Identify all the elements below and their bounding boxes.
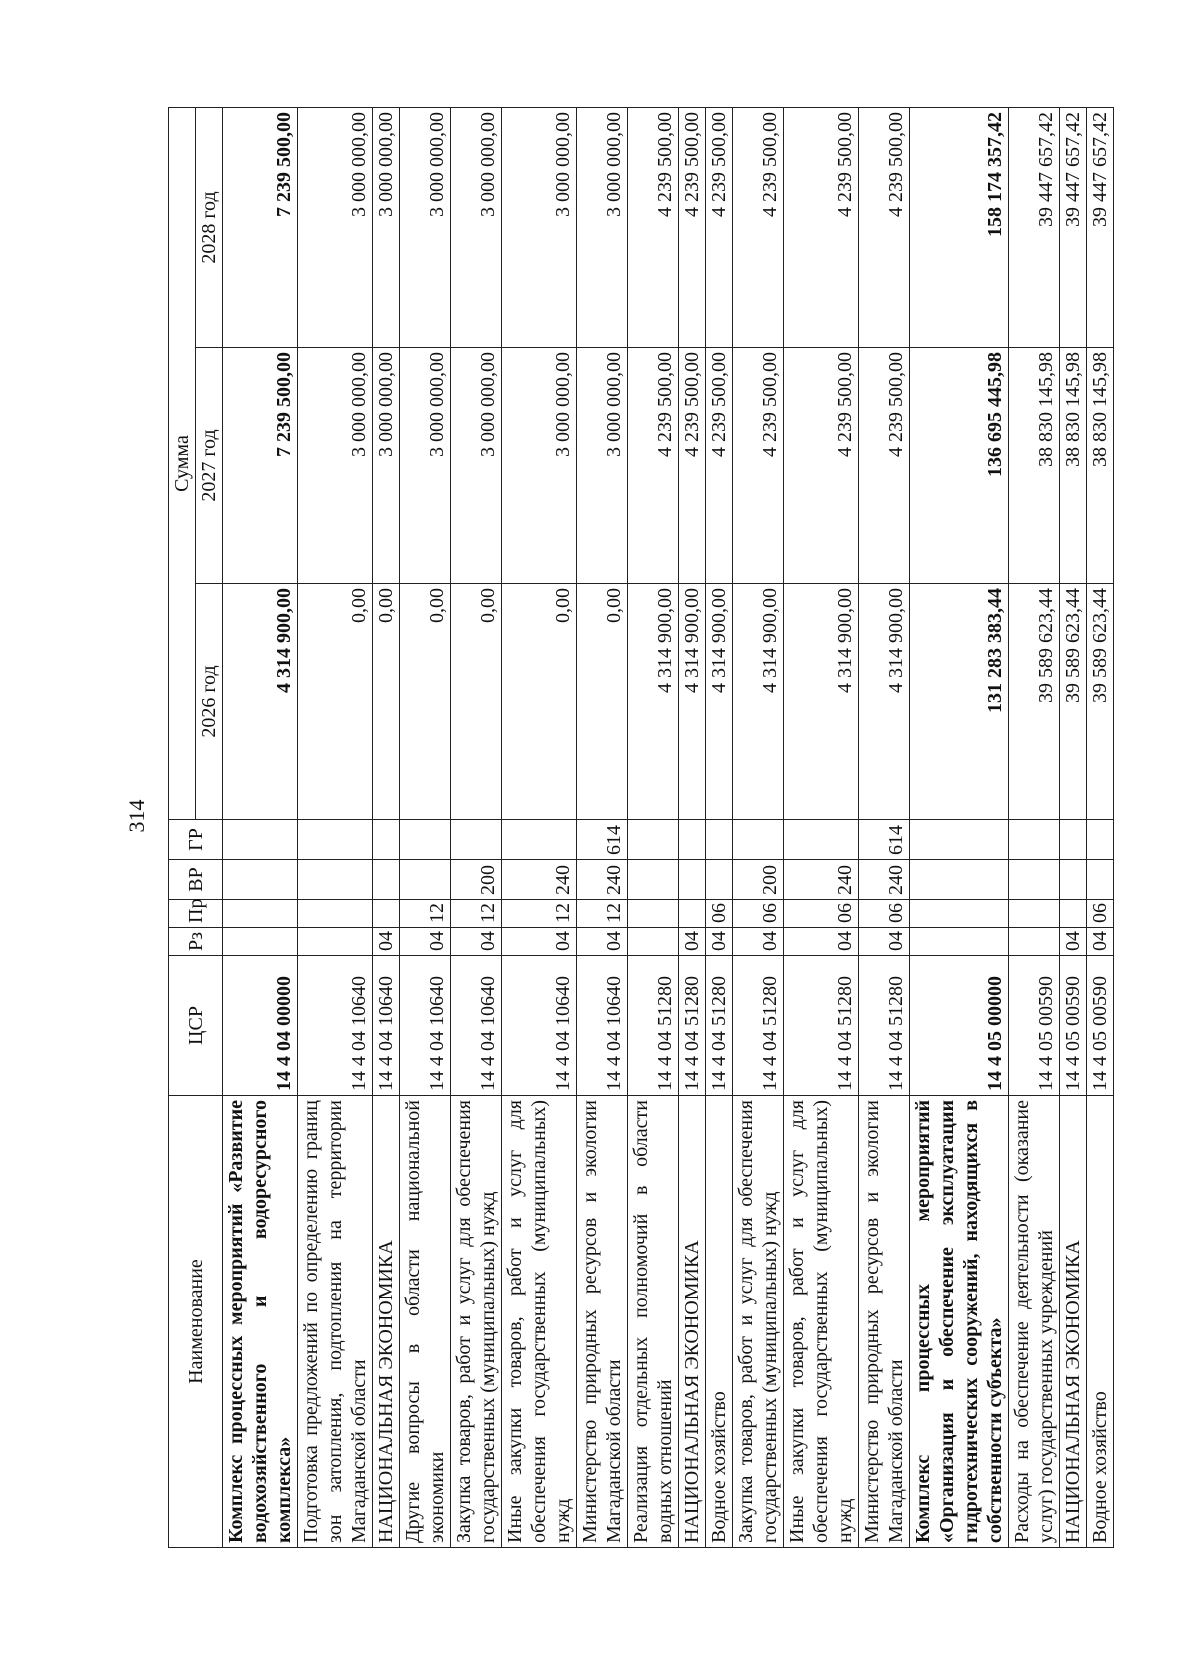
cell-vr: 240 — [784, 860, 859, 900]
cell-y2027: 7 239 500,00 — [223, 348, 298, 584]
table-row — [679, 107, 706, 1547]
cell-y2027: 4 239 500,00 — [706, 348, 733, 584]
header-2026: 2026 год — [196, 584, 223, 820]
table-row — [1060, 107, 1087, 1547]
cell-pr — [910, 900, 1009, 928]
cell-csr: 14 4 04 51280 — [859, 956, 910, 1096]
cell-y2027: 38 830 145,98 — [1087, 348, 1114, 584]
table-row — [223, 107, 298, 1547]
header-2028: 2028 год — [196, 107, 223, 347]
cell-rz: 04 — [784, 928, 859, 956]
cell-name: Реализация отдельных полномочий в области водных отношений — [628, 1096, 679, 1548]
cell-rz: 04 — [1087, 928, 1114, 956]
cell-csr: 14 4 05 00590 — [1087, 956, 1114, 1096]
cell-rz: 04 — [451, 928, 502, 956]
cell-pr: 06 — [1087, 900, 1114, 928]
cell-gr — [1060, 820, 1087, 860]
cell-rz: 04 — [706, 928, 733, 956]
header-2027: 2027 год — [196, 348, 223, 584]
cell-pr: 06 — [859, 900, 910, 928]
table-row — [502, 107, 577, 1547]
cell-y2027: 38 830 145,98 — [1009, 348, 1060, 584]
table-row — [733, 107, 784, 1547]
cell-pr: 06 — [733, 900, 784, 928]
cell-y2027: 4 239 500,00 — [628, 348, 679, 584]
header-pr: Пр — [169, 900, 223, 928]
cell-name: НАЦИОНАЛЬНАЯ ЭКОНОМИКА — [373, 1096, 400, 1548]
cell-y2027: 3 000 000,00 — [451, 348, 502, 584]
cell-gr — [910, 820, 1009, 860]
cell-rz: 04 — [400, 928, 451, 956]
cell-pr: 12 — [502, 900, 577, 928]
cell-gr: 614 — [577, 820, 628, 860]
cell-y2026: 4 314 900,00 — [223, 584, 298, 820]
cell-gr — [628, 820, 679, 860]
cell-vr: 240 — [577, 860, 628, 900]
header-name: Наименование — [169, 1096, 223, 1548]
cell-y2028: 3 000 000,00 — [502, 107, 577, 347]
cell-rz: 04 — [577, 928, 628, 956]
cell-y2028: 3 000 000,00 — [298, 107, 373, 347]
cell-y2028: 3 000 000,00 — [451, 107, 502, 347]
cell-name: Иные закупки товаров, работ и услуг для обеспечения государственных (муниципальных) нужд — [502, 1096, 577, 1548]
cell-y2027: 38 830 145,98 — [1060, 348, 1087, 584]
cell-y2027: 136 695 445,98 — [910, 348, 1009, 584]
cell-name: Подготовка предложений по определению границ зон затопления, подтопления на территории Магаданской области — [298, 1096, 373, 1548]
cell-pr: 12 — [400, 900, 451, 928]
cell-name: Водное хозяйство — [706, 1096, 733, 1548]
cell-vr — [910, 860, 1009, 900]
cell-y2026: 4 314 900,00 — [784, 584, 859, 820]
cell-y2028: 7 239 500,00 — [223, 107, 298, 347]
cell-rz: 04 — [502, 928, 577, 956]
cell-gr — [1009, 820, 1060, 860]
cell-name: Закупка товаров, работ и услуг для обеспечения государственных (муниципальных) нужд — [451, 1096, 502, 1548]
table-row — [859, 107, 910, 1547]
cell-pr — [679, 900, 706, 928]
cell-csr: 14 4 04 51280 — [628, 956, 679, 1096]
cell-rz — [1009, 928, 1060, 956]
cell-y2026: 0,00 — [400, 584, 451, 820]
cell-y2028: 158 174 357,42 — [910, 107, 1009, 347]
cell-rz: 04 — [733, 928, 784, 956]
cell-vr — [1087, 860, 1114, 900]
cell-vr: 240 — [859, 860, 910, 900]
cell-pr: 06 — [784, 900, 859, 928]
cell-y2027: 4 239 500,00 — [733, 348, 784, 584]
cell-gr — [298, 820, 373, 860]
cell-csr: 14 4 04 10640 — [373, 956, 400, 1096]
header-gr: ГР — [169, 820, 223, 860]
cell-pr: 12 — [577, 900, 628, 928]
cell-csr: 14 4 04 10640 — [502, 956, 577, 1096]
cell-y2027: 4 239 500,00 — [679, 348, 706, 584]
table-row — [628, 107, 679, 1547]
cell-gr — [679, 820, 706, 860]
cell-pr: 06 — [706, 900, 733, 928]
cell-y2027: 4 239 500,00 — [859, 348, 910, 584]
cell-y2026: 0,00 — [577, 584, 628, 820]
cell-y2026: 4 314 900,00 — [706, 584, 733, 820]
table-row — [373, 107, 400, 1547]
cell-y2026: 39 589 623,44 — [1060, 584, 1087, 820]
cell-y2028: 3 000 000,00 — [400, 107, 451, 347]
cell-y2027: 4 239 500,00 — [784, 348, 859, 584]
table-row — [1087, 107, 1114, 1547]
header-rz: Рз — [169, 928, 223, 956]
cell-y2026: 131 283 383,44 — [910, 584, 1009, 820]
cell-y2028: 39 447 657,42 — [1060, 107, 1087, 347]
cell-csr: 14 4 04 10640 — [577, 956, 628, 1096]
cell-vr — [400, 860, 451, 900]
cell-gr — [223, 820, 298, 860]
budget-table — [168, 107, 1114, 1548]
cell-name: Закупка товаров, работ и услуг для обеспечения государственных (муниципальных) нужд — [733, 1096, 784, 1548]
cell-vr — [706, 860, 733, 900]
cell-y2028: 4 239 500,00 — [628, 107, 679, 347]
cell-csr: 14 4 04 00000 — [223, 956, 298, 1096]
cell-y2026: 0,00 — [298, 584, 373, 820]
cell-pr — [1009, 900, 1060, 928]
cell-csr: 14 4 04 51280 — [784, 956, 859, 1096]
cell-vr — [1060, 860, 1087, 900]
cell-y2026: 0,00 — [373, 584, 400, 820]
cell-rz — [298, 928, 373, 956]
cell-rz: 04 — [679, 928, 706, 956]
cell-gr — [400, 820, 451, 860]
cell-y2027: 3 000 000,00 — [373, 348, 400, 584]
cell-name: НАЦИОНАЛЬНАЯ ЭКОНОМИКА — [1060, 1096, 1087, 1548]
cell-y2026: 39 589 623,44 — [1009, 584, 1060, 820]
cell-y2028: 3 000 000,00 — [577, 107, 628, 347]
cell-y2026: 4 314 900,00 — [733, 584, 784, 820]
cell-pr — [223, 900, 298, 928]
cell-name: Расходы на обеспечение деятельности (оказание услуг) государственных учреждений — [1009, 1096, 1060, 1548]
table-row — [400, 107, 451, 1547]
cell-y2028: 4 239 500,00 — [859, 107, 910, 347]
cell-name: НАЦИОНАЛЬНАЯ ЭКОНОМИКА — [679, 1096, 706, 1548]
cell-gr — [373, 820, 400, 860]
cell-y2026: 39 589 623,44 — [1087, 584, 1114, 820]
cell-vr — [298, 860, 373, 900]
cell-y2028: 4 239 500,00 — [784, 107, 859, 347]
cell-y2026: 0,00 — [451, 584, 502, 820]
cell-y2027: 3 000 000,00 — [577, 348, 628, 584]
cell-pr — [373, 900, 400, 928]
cell-y2028: 4 239 500,00 — [679, 107, 706, 347]
cell-rz — [223, 928, 298, 956]
cell-vr — [1009, 860, 1060, 900]
cell-vr — [628, 860, 679, 900]
cell-gr — [451, 820, 502, 860]
cell-y2026: 0,00 — [502, 584, 577, 820]
cell-y2028: 3 000 000,00 — [373, 107, 400, 347]
table-body — [223, 107, 1114, 1547]
cell-csr: 14 4 05 00590 — [1009, 956, 1060, 1096]
table-row — [577, 107, 628, 1547]
cell-vr: 200 — [733, 860, 784, 900]
cell-y2027: 3 000 000,00 — [400, 348, 451, 584]
cell-name: Комплекс процессных мероприятий «Развитие водохозяйственного и водоресурсного комплекса» — [223, 1096, 298, 1548]
cell-csr: 14 4 04 10640 — [451, 956, 502, 1096]
cell-gr — [733, 820, 784, 860]
page-number: 314 — [124, 799, 149, 833]
header-csr: ЦСР — [169, 956, 223, 1096]
cell-y2027: 3 000 000,00 — [502, 348, 577, 584]
cell-csr: 14 4 04 10640 — [400, 956, 451, 1096]
cell-y2028: 39 447 657,42 — [1087, 107, 1114, 347]
header-sum: Сумма — [169, 107, 196, 819]
cell-vr — [223, 860, 298, 900]
cell-rz — [910, 928, 1009, 956]
cell-name: Другие вопросы в области национальной экономики — [400, 1096, 451, 1548]
cell-vr — [373, 860, 400, 900]
rotated-table-wrapper — [168, 108, 1111, 1548]
cell-rz — [628, 928, 679, 956]
cell-y2028: 4 239 500,00 — [733, 107, 784, 347]
cell-name: Иные закупки товаров, работ и услуг для обеспечения государственных (муниципальных) нужд — [784, 1096, 859, 1548]
cell-vr: 200 — [451, 860, 502, 900]
cell-name: Министерство природных ресурсов и экологии Магаданской области — [577, 1096, 628, 1548]
cell-y2028: 4 239 500,00 — [706, 107, 733, 347]
table-row — [706, 107, 733, 1547]
cell-csr: 14 4 04 10640 — [298, 956, 373, 1096]
cell-pr — [1060, 900, 1087, 928]
cell-csr: 14 4 05 00000 — [910, 956, 1009, 1096]
cell-gr — [1087, 820, 1114, 860]
cell-csr: 14 4 04 51280 — [706, 956, 733, 1096]
cell-vr — [679, 860, 706, 900]
cell-name: Министерство природных ресурсов и экологии Магаданской области — [859, 1096, 910, 1548]
cell-vr: 240 — [502, 860, 577, 900]
cell-y2027: 3 000 000,00 — [298, 348, 373, 584]
cell-gr: 614 — [859, 820, 910, 860]
table-row — [298, 107, 373, 1547]
cell-name: Водное хозяйство — [1087, 1096, 1114, 1548]
cell-y2028: 39 447 657,42 — [1009, 107, 1060, 347]
cell-pr: 12 — [451, 900, 502, 928]
cell-csr: 14 4 04 51280 — [679, 956, 706, 1096]
cell-y2026: 4 314 900,00 — [859, 584, 910, 820]
table-row — [784, 107, 859, 1547]
cell-y2026: 4 314 900,00 — [628, 584, 679, 820]
table-row — [451, 107, 502, 1547]
cell-y2026: 4 314 900,00 — [679, 584, 706, 820]
header-vr: ВР — [169, 860, 223, 900]
table-header-row — [169, 107, 196, 1547]
cell-name: Комплекс процессных мероприятий «Организация и обеспечение эксплуатации гидротехнических сооружений, находящихся в собственности субъекта» — [910, 1096, 1009, 1548]
cell-rz: 04 — [373, 928, 400, 956]
cell-gr — [502, 820, 577, 860]
cell-gr — [784, 820, 859, 860]
cell-gr — [706, 820, 733, 860]
cell-rz: 04 — [859, 928, 910, 956]
table-row — [1009, 107, 1060, 1547]
table-row — [910, 107, 1009, 1547]
cell-rz: 04 — [1060, 928, 1087, 956]
cell-pr — [298, 900, 373, 928]
cell-csr: 14 4 04 51280 — [733, 956, 784, 1096]
cell-csr: 14 4 05 00590 — [1060, 956, 1087, 1096]
cell-pr — [628, 900, 679, 928]
